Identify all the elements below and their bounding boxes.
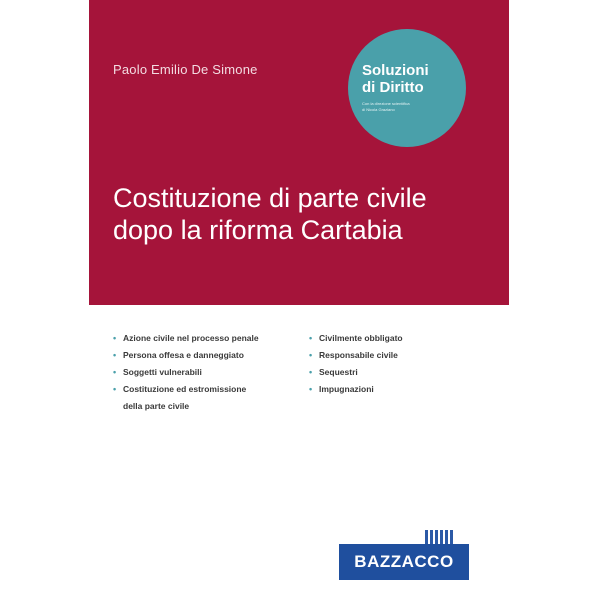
- topic-item: [309, 364, 489, 381]
- publisher-bars-icon: [425, 530, 465, 544]
- bullet-icon: •: [113, 367, 117, 377]
- topic-item: [113, 330, 303, 347]
- topic-item: [113, 364, 303, 381]
- bullet-icon: •: [309, 350, 313, 360]
- topic-item: [113, 381, 303, 415]
- series-name-line: di Diritto: [362, 79, 424, 96]
- topic-item: [113, 347, 303, 364]
- topics-column-right: [309, 330, 489, 398]
- publisher-logo: [339, 530, 469, 582]
- book-title: [113, 182, 427, 246]
- publisher-name: BAZZACCO: [339, 544, 469, 580]
- series-badge: [348, 29, 466, 147]
- topic-text: Soggetti vulnerabili: [123, 367, 202, 377]
- topic-text: Azione civile nel processo penale: [123, 333, 259, 343]
- topic-text: Persona offesa e danneggiato: [123, 350, 244, 360]
- bullet-icon: •: [113, 350, 117, 360]
- topic-text: Impugnazioni: [319, 384, 374, 394]
- bullet-icon: •: [113, 333, 117, 343]
- bullet-icon: •: [309, 367, 313, 377]
- bullet-icon: •: [309, 384, 313, 394]
- topics-column-left: [113, 330, 303, 415]
- topic-item: [309, 347, 489, 364]
- bullet-icon: •: [113, 384, 117, 394]
- series-subtitle-line: Con la direzione scientifica: [362, 101, 410, 106]
- series-name-line: Soluzioni: [362, 62, 429, 79]
- series-subtitle: [362, 101, 452, 113]
- topic-text: Sequestri: [319, 367, 358, 377]
- book-cover: [89, 0, 509, 600]
- topic-item: [309, 330, 489, 347]
- topic-text: Responsabile civile: [319, 350, 398, 360]
- bullet-icon: •: [309, 333, 313, 343]
- topic-text: Costituzione ed estromissione: [123, 384, 247, 394]
- author-name: Paolo Emilio De Simone: [113, 62, 258, 77]
- series-name: [362, 62, 457, 96]
- title-line: Costituzione di parte civile: [113, 183, 427, 213]
- topic-item: [309, 381, 489, 398]
- topic-text: della parte civile: [123, 401, 190, 411]
- series-subtitle-line: di Nicola Graziano: [362, 107, 395, 112]
- title-line: dopo la riforma Cartabia: [113, 215, 403, 245]
- cover-top-panel: [89, 0, 509, 305]
- topic-text: Civilmente obbligato: [319, 333, 403, 343]
